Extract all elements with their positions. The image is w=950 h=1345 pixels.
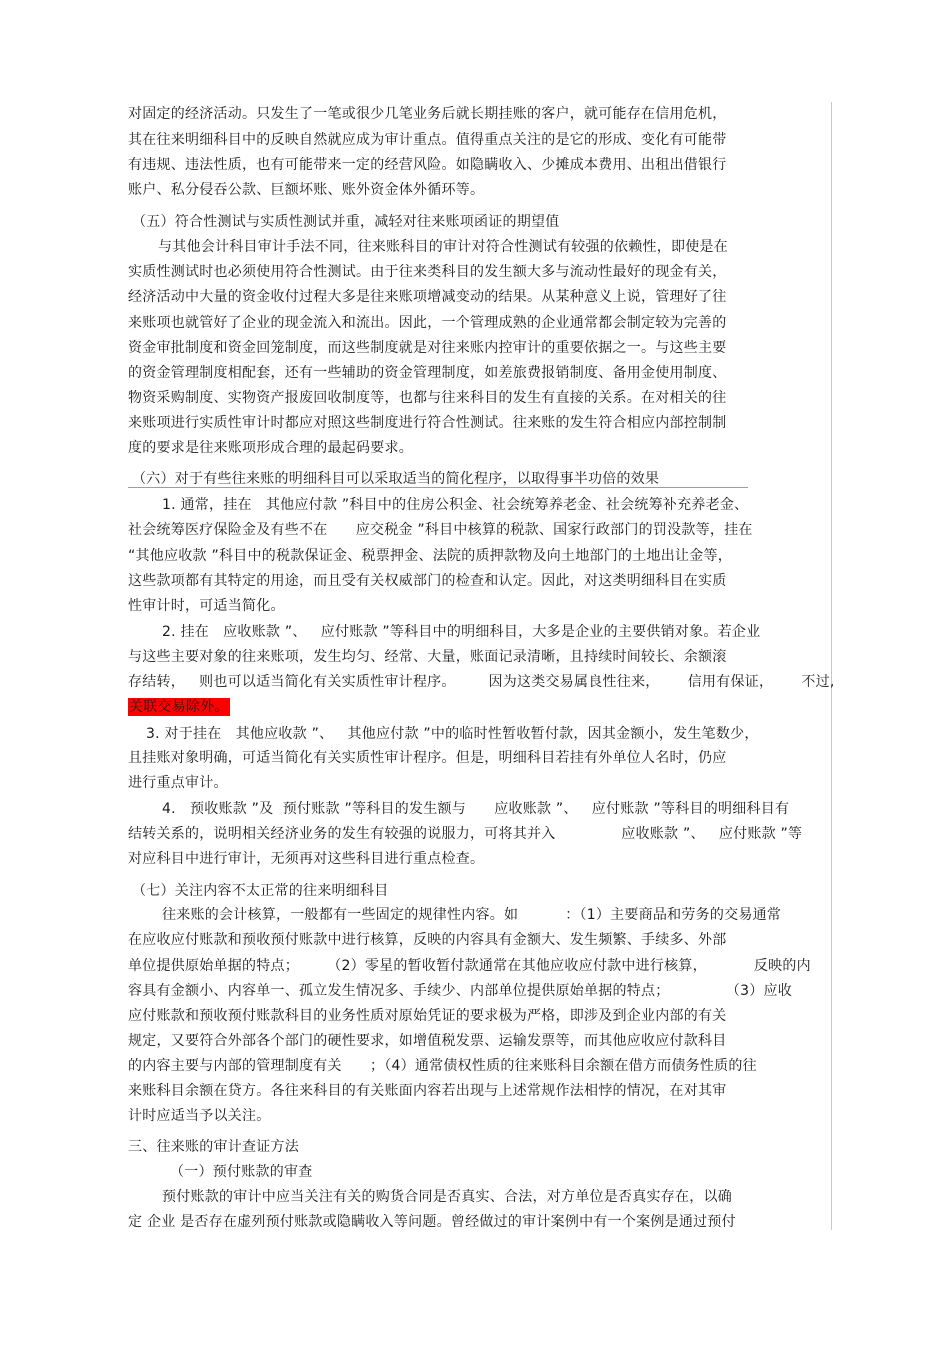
- body-text-line: “其他应收款 ”科目中的税款保证金、税票押金、法院的质押款物及向土地部门的土地出让金等，: [128, 548, 732, 564]
- body-text-line: 度的要求是往来账项形成合理的最起码要求。: [128, 440, 413, 456]
- body-text-line: 应付账款和预收预付账款科目的业务性质对原始凭证的要求极为严格，即涉及到企业内部的有关: [128, 1008, 727, 1024]
- body-text-line: 计时应适当予以关注。: [128, 1108, 271, 1124]
- body-text-line: 且挂账对象明确，可适当简化有关实质性审计程序。但是，明细科目若挂有外单位人名时，仍应: [128, 750, 727, 766]
- list-item-2: 2. 挂在 应收账款 ”、 应付账款 ”等科目中的明细科目，大多是企业的主要供销对象。若企业: [162, 624, 761, 640]
- body-text-line: 定 企业 是否存在虚列预付账款或隐瞒收入等问题。曾经做过的审计案例中有一个案例是通过预付: [128, 1214, 736, 1230]
- body-text-line: 的资金管理制度相配套，还有一些辅助的资金管理制度，如差旅费报销制度、备用金使用制度、: [128, 365, 727, 381]
- body-text-line: 往来账的会计核算，一般都有一些固定的规律性内容。如 ：（1）主要商品和劳务的交易通常: [162, 907, 782, 923]
- body-text-line: 预付账款的审计中应当关注有关的购货合同是否真实、合法，对方单位是否真实存在，以确: [162, 1189, 732, 1205]
- body-text-line: 性审计时，可适当简化。: [128, 598, 285, 614]
- body-text-line: 物资采购制度、实物资产报废回收制度等，也都与往来科目的发生有直接的关系。在对相关的往: [128, 390, 727, 406]
- body-text-line: 这些款项都有其特定的用途，而且受有关权威部门的检查和认定。因此，对这类明细科目在实质: [128, 573, 727, 589]
- list-item-1: 1. 通常，挂在 其他应付款 ”科目中的住房公积金、社会统筹养老金、社会统筹补充养老金、: [162, 497, 749, 513]
- body-text-line: 经济活动中大量的资金收付过程大多是往来账项增减变动的结果。从某种意义上说，管理好了往: [128, 289, 727, 305]
- chapter-heading-3: 三、往来账的审计查证方法: [128, 1139, 299, 1155]
- highlighted-text: [128, 699, 230, 715]
- body-text-line: 其在往来明细科目中的反映自然就应成为审计重点。值得重点关注的是它的形成、变化有可能带: [128, 132, 727, 148]
- related-party-highlight: 关联交易除外。: [129, 699, 229, 715]
- section-underline: [128, 487, 748, 488]
- body-text-line: 来账科目余额在贷方。各往来科目的有关账面内容若出现与上述常规作法相悖的情况，在对其审: [128, 1083, 727, 1099]
- body-text-line: 在应收应付账款和预收预付账款中进行核算，反映的内容具有金额大、发生频繁、手续多、外部: [128, 932, 727, 948]
- body-text-line: 容具有金额小、内容单一、孤立发生情况多、手续少、内部单位提供原始单据的特点； （3）应收: [128, 983, 793, 999]
- section-heading-5: （五）符合性测试与实质性测试并重，减轻对往来账项函证的期望值: [132, 214, 560, 230]
- body-text-line: 账户、私分侵吞公款、巨额坏账、账外资金体外循环等。: [128, 182, 485, 198]
- body-text-line: 资金审批制度和资金回笼制度，而这些制度就是对往来账内控审计的重要依据之一。与这些主要: [128, 340, 727, 356]
- list-item-4: 4. 预收账款 ”及 预付账款 ”等科目的发生额与 应收账款 ”、 应付账款 ”等科目的明细科目有: [162, 801, 790, 817]
- body-text-line: 与其他会计科目审计手法不同，往来账科目的审计对符合性测试有较强的依赖性，即使是在: [158, 239, 728, 255]
- subsection-heading-1: （一）预付账款的审查: [170, 1164, 313, 1180]
- body-text-line: 与这些主要对象的往来账项，发生均匀、经常、大量，账面记录清晰，且持续时间较长、余额滚: [128, 649, 727, 665]
- right-margin-rule: [831, 102, 832, 1230]
- body-text-line: 存结转， 则也可以适当简化有关实质性审计程序。 因为这类交易属良性往来， 信用有保证， 不过,: [128, 674, 835, 690]
- body-text-line: 结转关系的，说明相关经济业务的发生有较强的说服力，可将其并入 应收账款 ”、 应付账款 ”等: [128, 826, 803, 842]
- body-text-line: 社会统筹医疗保险金及有些不在 应交税金 ”科目中核算的税款、国家行政部门的罚没款等，挂在: [128, 522, 753, 538]
- body-text-line: 对应科目中进行审计，无须再对这些科目进行重点检查。: [128, 851, 485, 867]
- body-text-line: 有违规、违法性质，也有可能带来一定的经营风险。如隐瞒收入、少摊成本费用、出租出借银行: [128, 157, 727, 173]
- body-text-line: 对固定的经济活动。只发生了一笔或很少几笔业务后就长期挂账的客户，就可能存在信用危机，: [128, 106, 727, 122]
- body-text-line: 单位提供原始单据的特点； （2）零星的暂收暂付款通常在其他应收应付款中进行核算， 反映的内: [128, 958, 811, 974]
- body-text-line: 实质性测试时也必须使用符合性测试。由于往来类科目的发生额大多与流动性最好的现金有关，: [128, 264, 727, 280]
- body-text-line: 来账项进行实质性审计时都应对照这些制度进行符合性测试。往来账的发生符合相应内部控制制: [128, 415, 727, 431]
- section-heading-6: （六）对于有些往来账的明细科目可以采取适当的简化程序，以取得事半功倍的效果: [132, 471, 660, 487]
- body-text-line: 来账项也就管好了企业的现金流入和流出。因此，一个管理成熟的企业通常都会制定较为完善的: [128, 315, 727, 331]
- section-heading-7: （七）关注内容不太正常的往来明细科目: [132, 883, 389, 899]
- body-text-line: 进行重点审计。: [128, 775, 228, 791]
- list-item-3: 3. 对于挂在 其他应收款 ”、 其他应付款 ”中的临时性暂收暂付款，因其金额小，发生笔数少，: [146, 726, 759, 742]
- body-text-line: 规定，又要符合外部各个部门的硬性要求，如增值税发票、运输发票等，而其他应收应付款科目: [128, 1033, 727, 1049]
- body-text-line: 的内容主要与内部的管理制度有关 ；（4）通常债权性质的往来账科目余额在借方而债务性质的往: [128, 1058, 757, 1074]
